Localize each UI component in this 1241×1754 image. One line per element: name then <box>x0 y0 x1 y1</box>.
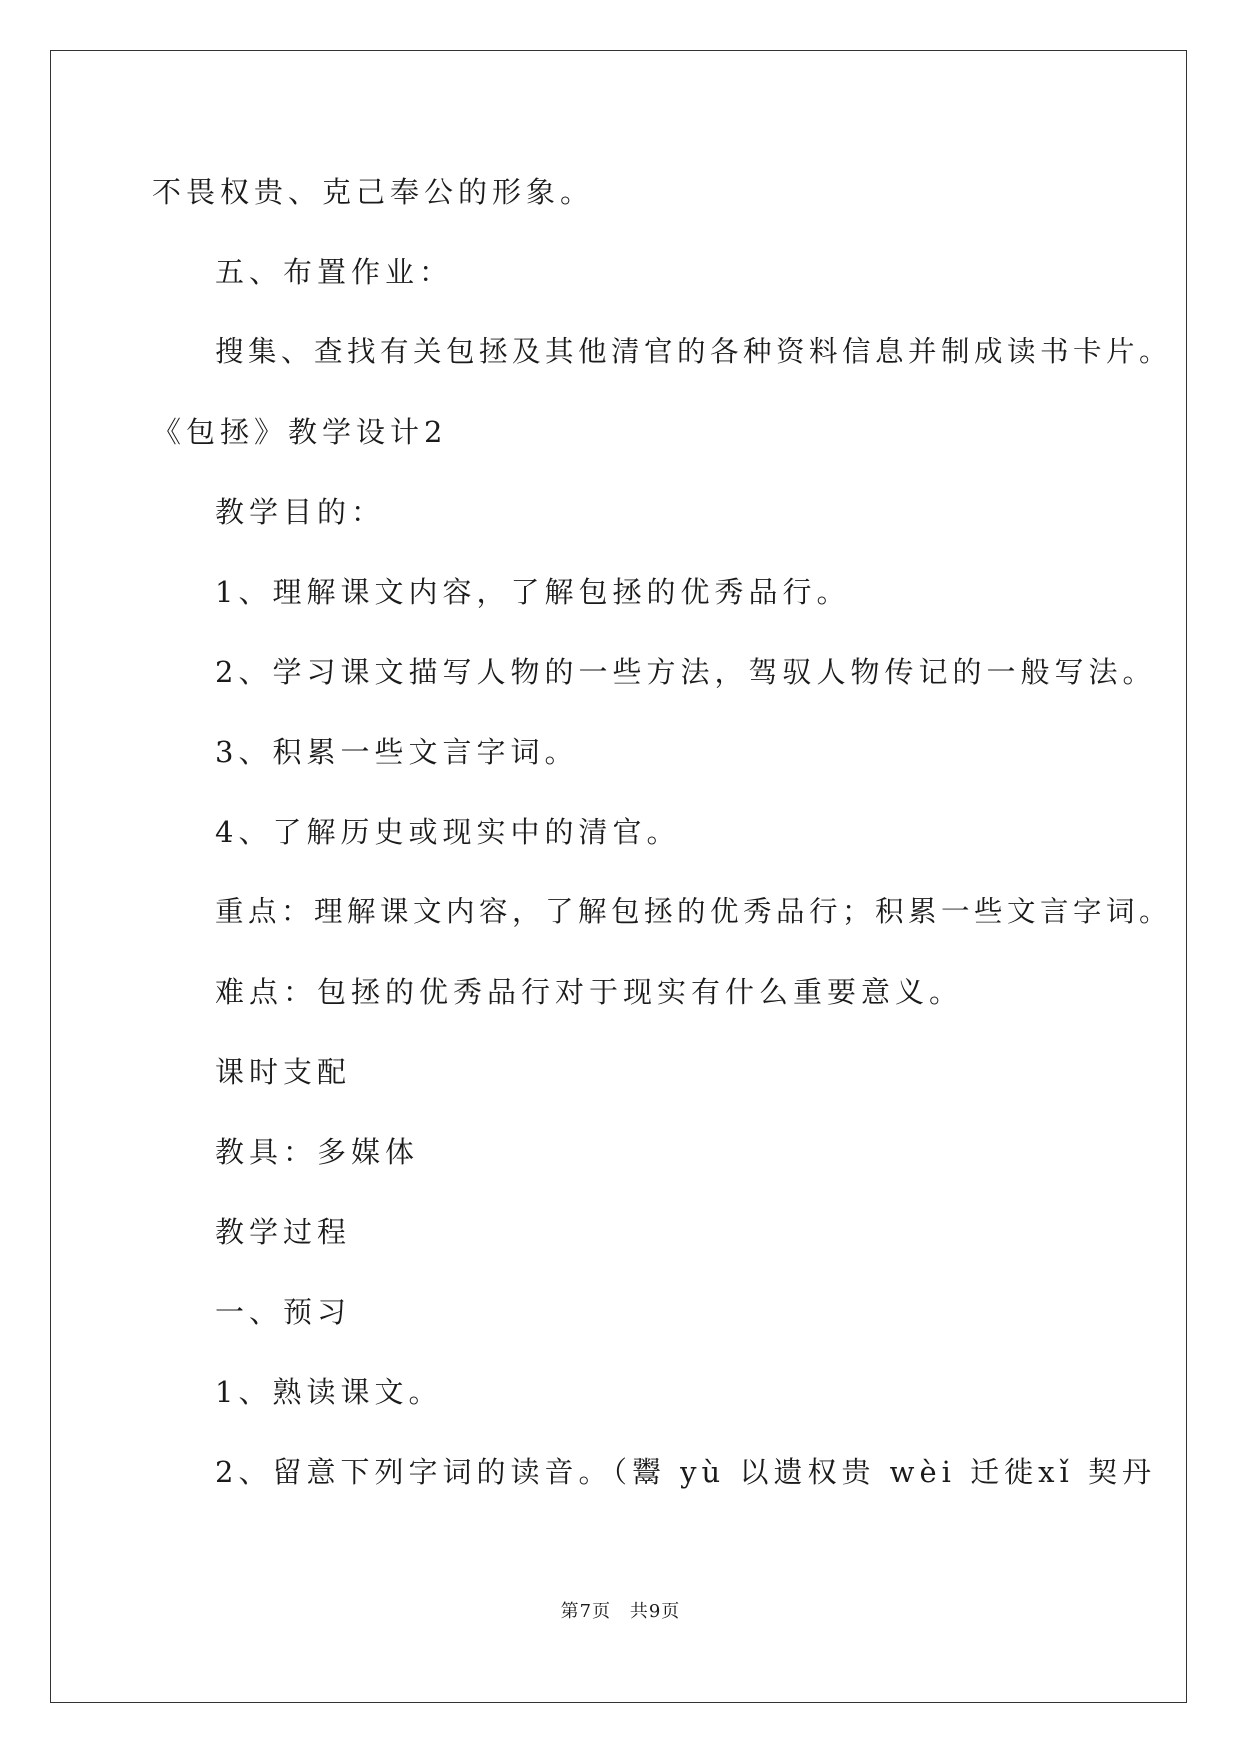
page-footer <box>0 1600 1241 1624</box>
objectives-heading: 教学目的： <box>215 495 386 529</box>
objective-item-1: 1、理解课文内容，了解包拯的优秀品行。 <box>215 575 851 609</box>
objective-item-2: 2、学习课文描写人物的一些方法，驾驭人物传记的一般写法。 <box>215 655 1157 689</box>
page-number-current: 第7页 <box>560 1601 612 1622</box>
preview-heading: 一、预习 <box>215 1295 352 1329</box>
objective-item-3: 3、积累一些文言字词。 <box>215 735 579 769</box>
homework-text: 搜集、查找有关包拯及其他清官的各种资料信息并制成读书卡片。 <box>215 335 1173 368</box>
teaching-aids-text: 教具：多媒体 <box>215 1135 420 1169</box>
preview-item-2: 2、留意下列字词的读音。（鬻 yù 以遗权贵 wèi 迁徙xǐ 契丹 <box>215 1455 1156 1489</box>
document-title: 《包拯》教学设计2 <box>152 415 448 449</box>
process-heading: 教学过程 <box>215 1215 352 1249</box>
section-heading-homework: 五、布置作业： <box>215 255 454 289</box>
objective-item-4: 4、了解历史或现实中的清官。 <box>215 815 681 849</box>
key-points-text: 重点：理解课文内容，了解包拯的优秀品行；积累一些文言字词。 <box>215 895 1173 928</box>
page-number-total: 共9页 <box>629 1601 681 1622</box>
schedule-heading: 课时支配 <box>215 1055 352 1089</box>
preview-item-1: 1、熟读课文。 <box>215 1375 443 1409</box>
text-line-continuation: 不畏权贵、克己奉公的形象。 <box>152 175 595 209</box>
difficulties-text: 难点：包拯的优秀品行对于现实有什么重要意义。 <box>215 975 964 1009</box>
